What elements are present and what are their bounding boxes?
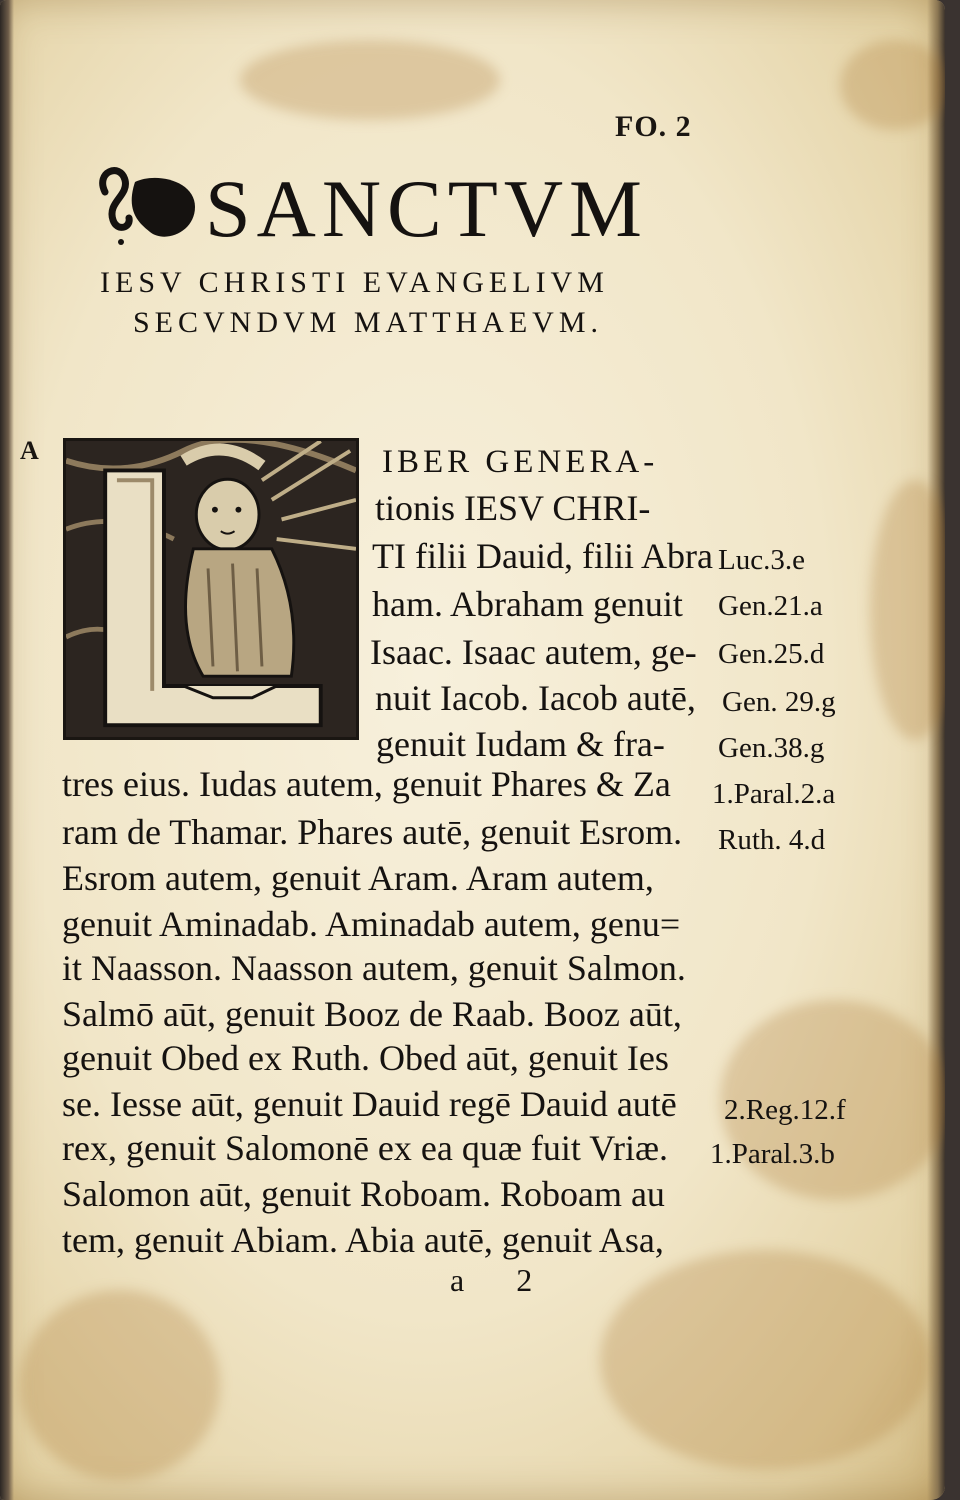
text-line: Esrom autem, genuit Aram. Aram autem,: [62, 858, 654, 898]
title-subline: SECVNDVM MATTHAEVM.: [133, 306, 604, 339]
title-subline: IESV CHRISTI EVANGELIVM: [100, 266, 609, 299]
margin-reference: 1.Paral.3.b: [710, 1138, 835, 1170]
fleuron-ornament-icon: [95, 162, 205, 248]
book-spine: [0, 0, 14, 1500]
text-line: se. Iesse aūt, genuit Dauid regē Dauid autē: [62, 1084, 677, 1124]
text-line: Salomon aūt, genuit Roboam. Roboam au: [62, 1174, 665, 1214]
text-line: nuit Iacob. Iacob autē,: [375, 678, 696, 718]
margin-reference: 1.Paral.2.a: [712, 778, 836, 810]
folio-number: FO. 2: [615, 110, 692, 143]
text-line: it Naasson. Naasson autem, genuit Salmon.: [62, 948, 686, 988]
stain: [600, 1250, 930, 1470]
text-line: rex, genuit Salomonē ex ea quæ fuit Vriæ.: [62, 1128, 669, 1168]
margin-reference: 2.Reg.12.f: [724, 1094, 846, 1126]
text-line: tionis IESV CHRI-: [375, 488, 651, 528]
stain: [240, 40, 500, 120]
margin-reference: Gen.38.g: [718, 732, 825, 764]
signature-mark: a 2: [450, 1262, 555, 1298]
margin-reference: Gen. 29.g: [722, 686, 836, 718]
margin-reference: Ruth. 4.d: [718, 824, 826, 856]
text-line: Salmō aūt, genuit Booz de Raab. Booz aūt,: [62, 994, 682, 1034]
text-line: genuit Aminadab. Aminadab autem, genu=: [62, 904, 681, 944]
text-line: tres eius. Iudas autem, genuit Phares & Za: [62, 764, 671, 804]
text-line: IBER GENERA-: [382, 444, 659, 480]
historiated-initial-icon: [63, 438, 359, 740]
text-line: genuit Obed ex Ruth. Obed aūt, genuit Ies: [62, 1038, 669, 1078]
section-marker: A: [20, 436, 39, 465]
margin-reference: Luc.3.e: [718, 544, 805, 576]
stain: [840, 40, 945, 130]
text-line: genuit Iudam & fra-: [376, 724, 665, 764]
margin-reference: Gen.21.a: [718, 590, 823, 622]
page-title: SANCTVM: [205, 163, 648, 254]
text-line: ram de Thamar. Phares autē, genuit Esrom.: [62, 812, 683, 852]
text-line: ham. Abraham genuit: [372, 584, 683, 624]
page-edge: [927, 0, 945, 1500]
margin-reference: Gen.25.d: [718, 638, 825, 670]
text-line: TI filii Dauid, filii Abra: [372, 536, 713, 576]
text-line: tem, genuit Abiam. Abia autē, genuit Asa,: [62, 1220, 664, 1260]
stain: [20, 1290, 220, 1480]
stain: [870, 480, 945, 740]
text-line: Isaac. Isaac autem, ge-: [370, 632, 697, 672]
